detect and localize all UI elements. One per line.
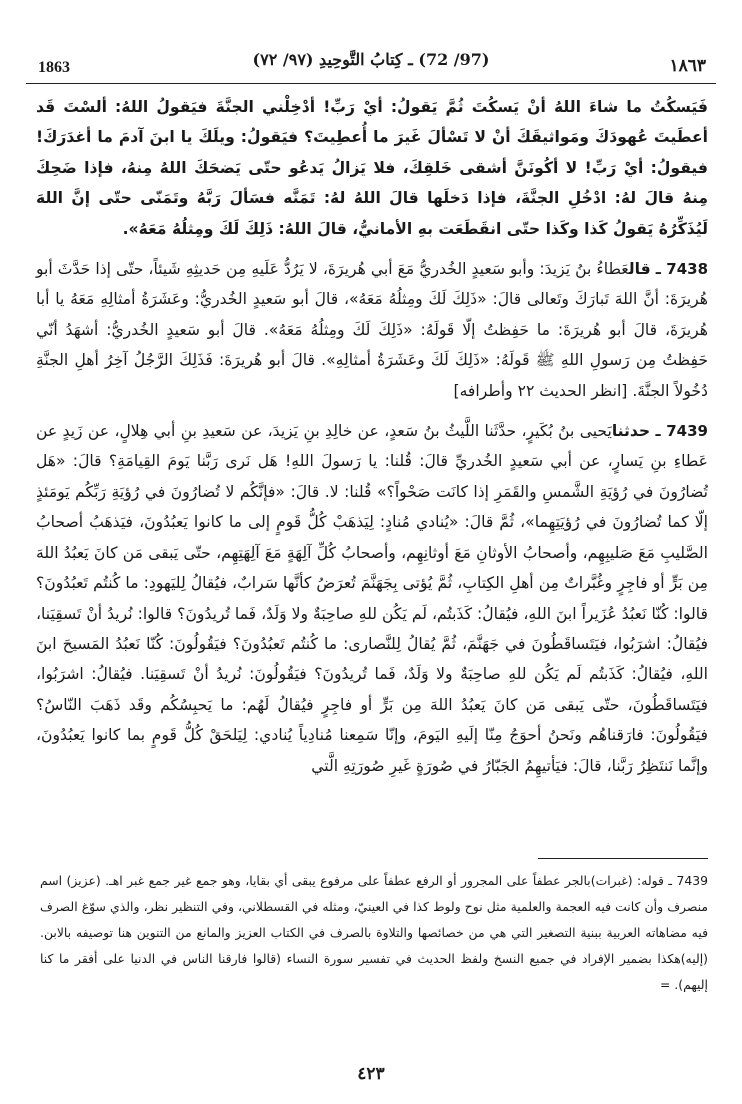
running-title: (97/ 72) ـ كِتابُ التَّوحِيدِ (٩٧/ ٧٢) (252, 50, 490, 69)
page-number: ٤٢٣ (357, 1064, 385, 1084)
passage-text: فَيَسكُتُ ما شاءَ اللهُ أنْ يَسكُتَ ثُمَّ يَقولُ: أيْ رَبِّ! أدْخِلْني الجنَّةَ فيَقولُ اللهُ: ألسْتَ قَد أعطَيتَ عُهودَكَ ومَواثيقَكَ أنْ لا تَسْألَ غَيرَ ما أُعطِيتَ؟ فيَقولُ: ويلَكَ يا ابنَ آدمَ ما أغدَرَكَ! فيقولُ: أيْ رَبِّ! لا أكُونَنَّ أشقى خَلقِكَ، فلا يَزالُ يَدعُو حتّى يَضحَكَ اللهُ مِنهُ، فإذا ضَحِكَ مِنهُ قالَ لهُ: ادْخُلِ الجنَّةَ، فإذا دَخلَها قالَ اللهُ لهُ: تَمَنَّه فسَألَ رَبَّهُ وتَمَنّى حتّى إنَّ اللهَ لَيُذَكِّرُهُ يَقولُ كَذا وكَذا حتّى انقَطَعَت بهِ الأمانيُّ، قالَ اللهُ: ذَلِكَ لَكَ ومِثلُهُ مَعَهُ». (36, 98, 708, 238)
hadith-7438 (36, 254, 708, 406)
page-number-arabic: ١٨٦٣ (669, 56, 706, 76)
page-header (26, 44, 716, 84)
passage-text: يَحيى بنُ بُكَيرٍ، حدَّثَنا اللَّيثُ بنُ سَعدٍ، عن خالِدِ بنِ يَزيدَ، عن سَعيدِ بنِ أبي هِلالٍ، عن زَيدٍ عن عَطاءِ بنِ يَسارٍ، عن أبي سَعيدٍ الخُدريِّ قالَ: قُلنا: يا رَسولَ اللهِ! هَل نَرى رَبَّنا يَومَ القِيامَةِ؟ قالَ: «هَل تُضارُونَ في رُؤيَةِ الشَّمسِ والقَمَرِ إذا كانَت صَحْواً؟» قُلنا: لا. قالَ: «فإنَّكُم لا تُضارُونَ في رُؤيَةِ رَبِّكُم يَومَئذٍ إلّا كما تُضارُونَ في رُؤيَتِهِما»، ثُمَّ قالَ: «يُنادي مُنادٍ: لِيَذهَبْ كُلُّ قَومٍ إلى ما كانوا يَعبُدُونَ، فيَذهَبُ أصحابُ الصَّليبِ مَعَ صَليبِهِم، وأصحابُ الأوثانِ مَعَ أوثانِهِم، وأصحابُ كُلِّ آلِهَةٍ مَعَ آلِهَتِهِم، حتّى يَبقى مَن كانَ يَعبُدُ اللهَ مِن بَرٍّ أو فاجِرٍ وغُبَّراتٌ مِن أهلِ الكِتابِ، ثُمَّ يُؤتى بِجَهَنَّمَ تُعرَضُ كأنَّها سَرابٌ، فيُقالُ لِليَهودِ: ما كُنتُم تَعبُدُونَ؟ قالوا: كُنّا نَعبُدُ عُزَيراً ابنَ اللهِ، فيُقالُ: كَذَبتُم، لَم يَكُن للهِ صاحِبَةٌ ولا وَلَدٌ، فَما تُريدُونَ؟ قالوا: نُريدُ أنْ تَسقِيَنا، فيُقالُ: اشرَبُوا، فيَتَساقَطُونَ في جَهَنَّمَ، ثُمَّ يُقالُ لِلنَّصارى: ما كُنتُم تَعبُدُونَ؟ فيَقُولُونَ: كُنّا نَعبُدُ المَسيحَ ابنَ اللهِ، فيُقالُ: كَذَبتُم لَم يَكُن للهِ صاحِبَةٌ ولا وَلَدٌ، فَما تُريدُونَ؟ فيَقُولُونَ: نُريدُ أنْ تَسقِيَنا. فيُقالُ: اشرَبُوا، فيَتَساقَطُونَ، حتّى يَبقى مَن كانَ يَعبُدُ اللهَ مِن بَرٍّ أو فاجِرٍ فيُقالُ لَهُم: ما يَحبِسُكُم وقَد ذَهَبَ النّاسُ؟ فيَقُولُونَ: فارَقناهُم ونَحنُ أحوَجُ مِنّا إلَيهِ اليَومَ، وإنّا سَمِعنا مُنادِياً يُنادي: لِيَلحَقْ كُلُّ قَومٍ بما كانوا يَعبُدُونَ، وإنَّما نَنتَظِرُ رَبَّنا، قالَ: فيَأتيهِمُ الجَبّارُ في صُورَةٍ غَيرِ صُورَتِهِ الَّتي (36, 422, 708, 775)
header-rule (26, 83, 716, 84)
page-number-latin: 1863 (38, 59, 70, 76)
footnote-7439: 7439 ـ قوله: (غبرات)بالجر عطفاً على المجرور أو الرفع عطفاً على مرفوع يبقى أي بقايا، وهو جمع غير جمع غبر اهـ. (عزيز) اسم منصرف وأن كانت فيه العجمة والعلمية مثل نوح ولوط كذا في العينيّ، ومثله في القسطلاني، وفي التنظير نظر، والذي سوّغ الصرف فيه مضاهاته العربية ببنية التصغير التي هي من خصائصها والتلاوة بالصرف في الكتاب العزيز والمانع من التنوين هنا توصيفه بالابن. (إليه)هكذا بضمير الإفراد في جميع النسخ ولفظ الحديث في تفسير سورة النساء (قالوا فارقنا الناس في الدنيا على أفقر ما كنا إليهم). = (40, 873, 708, 992)
passage-text: عَطاءُ بنُ يَزيدَ: وأبو سَعيدٍ الخُدريُّ مَعَ أبي هُريرَةَ، لا يَرُدُّ عَلَيهِ مِن حَديثِهِ شَيئاً، حتّى إذا حَدَّثَ أبو هُريرَةَ: أنَّ اللهَ تَبارَكَ وتَعالى قالَ: «ذَلِكَ لَكَ ومِثلُهُ مَعَهُ»، قالَ أبو سَعيدٍ الخُدريُّ: وعَشَرَةُ أمثالِهِ مَعَهُ يا أبا هُريرَةَ، قالَ أبو هُريرَةَ: ما حَفِظتُ إلّا قَولَهُ: «ذَلِكَ لَكَ ومِثلُهُ مَعَهُ». قالَ أبو سَعيدٍ الخُدريُّ: أشهَدُ أنّي حَفِظتُ مِن رَسولِ اللهِ ﷺ قَولَهُ: «ذَلِكَ لَكَ وعَشَرَةُ أمثالِهِ». قالَ أبو هُريرَةَ: فَذَلِكَ الرَّجُلُ آخِرُ أهلِ الجنَّةِ دُخُولاً الجنَّةَ. [انظر الحديث ٢٢ وأطرافه] (36, 260, 708, 400)
hadith-number: 7438 ـ (655, 260, 709, 279)
hadith-7439 (36, 416, 708, 781)
hadith-body (36, 92, 708, 791)
hadith-continuation (36, 92, 708, 244)
footnotes (40, 868, 708, 998)
hadith-lead-word: حدثنا (611, 422, 651, 441)
hadith-lead-word: قال (628, 260, 651, 279)
footnote-rule (538, 858, 708, 859)
hadith-number: 7439 ـ (655, 422, 708, 441)
